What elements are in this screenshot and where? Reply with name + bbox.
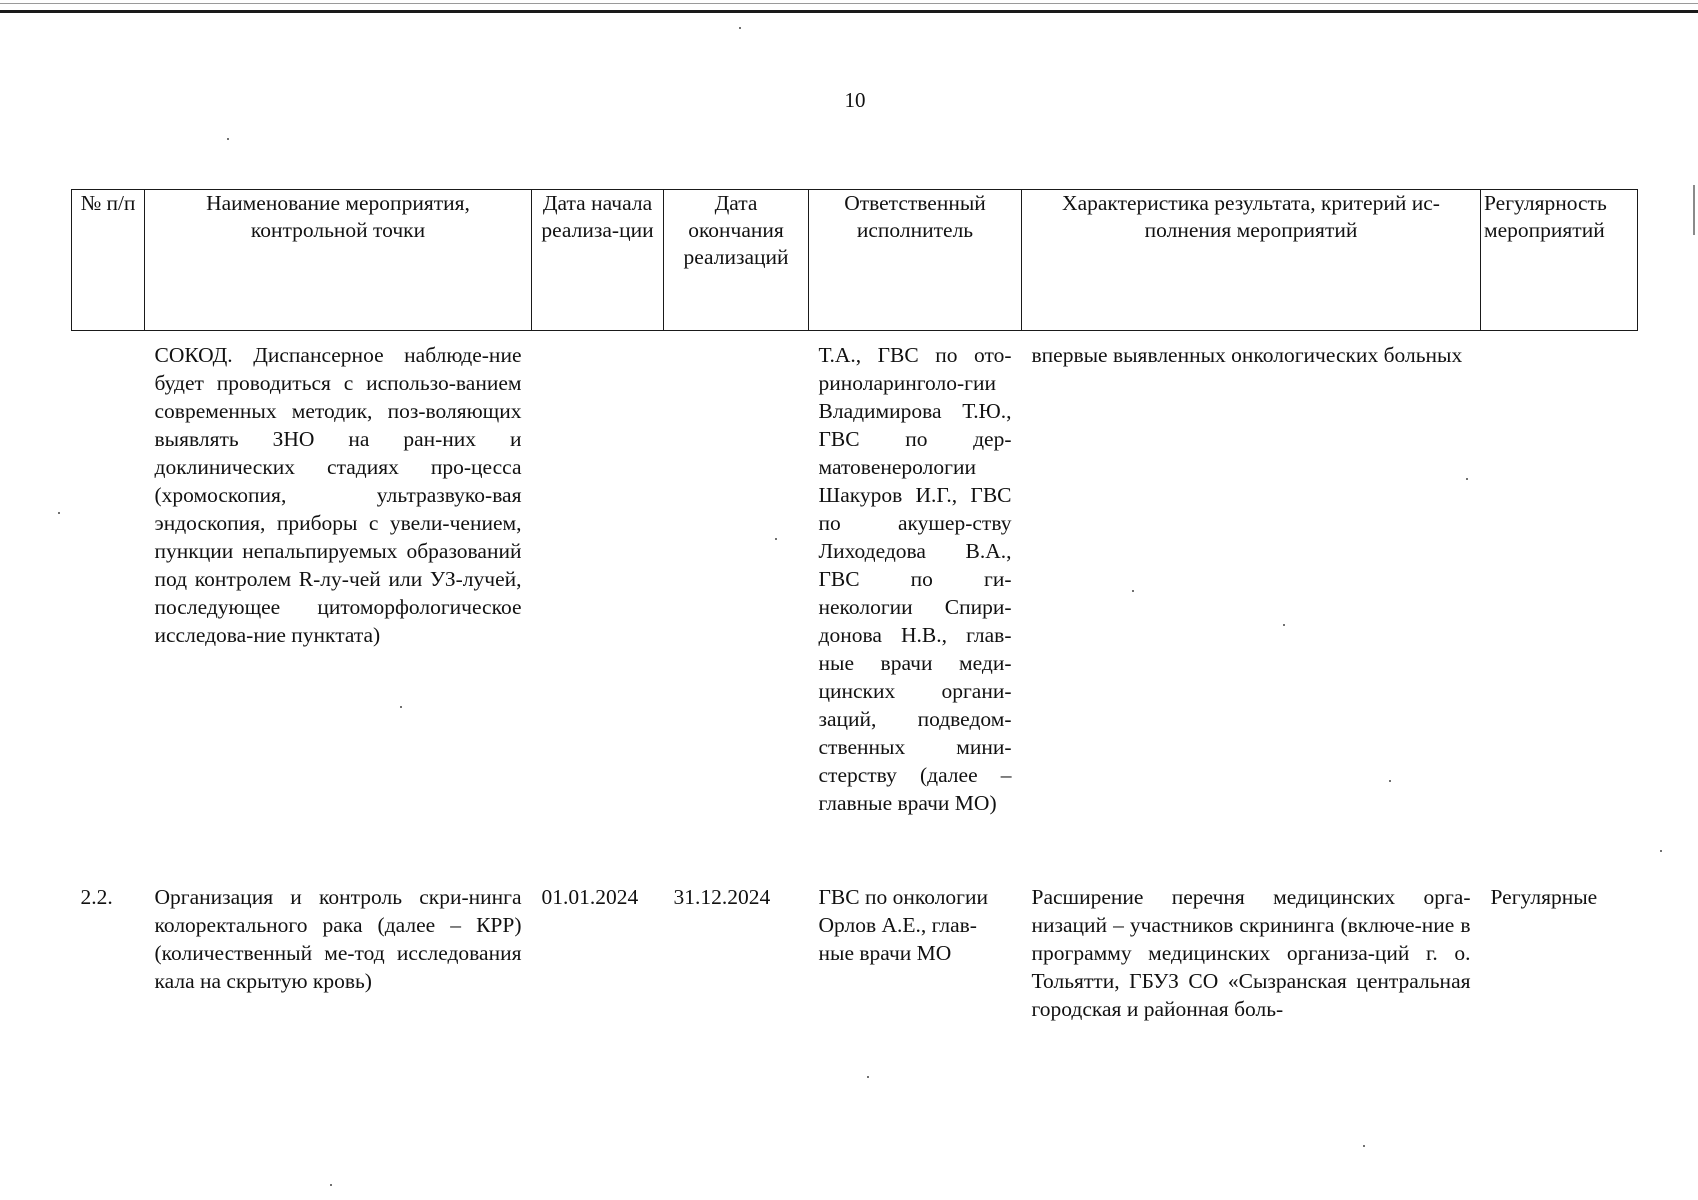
scan-speck (1660, 850, 1662, 852)
row-result: Расширение перечня медицинских орга-низаций – участников скрининга (включе-ние в программу медицинских организа-ций г. о. Тольятти, ГБУЗ СО «Сызранская центральная городская и районная боль- (1031, 885, 1471, 1021)
header-measure-name: Наименование мероприятия, контрольной точки (145, 190, 532, 331)
scan-speck (400, 706, 402, 708)
scan-speck (58, 512, 60, 514)
row-responsible: Т.А., ГВС по ото-риноларинголо-гии Владимирова Т.Ю., ГВС по дер-матовенерологии Шакуров И.Г., ГВС по акушер-ству Лиходедова В.А., ГВС по ги-некологии Спири-донова Н.В., глав-ные врачи меди-цинских органи-заций, подведом-ственных мини-стерству (далее – главные врачи МО) (818, 343, 1012, 815)
row-measure-name: СОКОД. Диспансерное наблюде-ние будет проводиться с использо-ванием современных методик, поз-воляющих выявлять ЗНО на ран-них и доклинических стадиях про-цесса (хромоскопия, ультразвуко-вая эндоскопия, приборы с увели-чением, пункции непальпируемых образований под контролем R-лу-чей или УЗ-лучей, последующее цитоморфологическое исследова-ние пунктата) (154, 343, 522, 647)
scan-speck (739, 27, 741, 29)
scan-speck (227, 138, 229, 140)
scan-speck (1283, 624, 1285, 626)
table-row (72, 873, 1638, 1023)
header-number: № п/п (72, 190, 145, 331)
row-result: впервые выявленных онкологических больных (1031, 343, 1463, 367)
header-result: Характеристика результата, критерий ис-полнения мероприятий (1022, 190, 1481, 331)
row-end-date (664, 331, 809, 874)
table-header (72, 190, 1638, 331)
scan-speck (1389, 780, 1391, 782)
header-end-date: Дата окончания реализаций (664, 190, 809, 331)
scan-edge-mark (1693, 185, 1695, 235)
scan-edge-line (0, 3, 1698, 4)
row-end-date: 31.12.2024 (673, 885, 771, 909)
row-start-date (532, 331, 664, 874)
scan-edge-border (0, 10, 1698, 13)
measures-table (71, 189, 1638, 1023)
scan-speck (330, 1184, 332, 1186)
header-regularity: Регулярность мероприятий (1481, 190, 1638, 331)
scan-speck (1466, 478, 1468, 480)
row-number (72, 331, 145, 874)
table-row (72, 331, 1638, 874)
row-responsible: ГВС по онкологии Орлов А.Е., глав-ные врачи МО (818, 885, 989, 965)
row-start-date: 01.01.2024 (541, 885, 639, 909)
row-regularity: Регулярные (1490, 885, 1598, 909)
header-responsible: Ответственный исполнитель (809, 190, 1022, 331)
scan-speck (1363, 1145, 1365, 1147)
scan-speck (867, 1076, 869, 1078)
row-regularity (1481, 331, 1638, 874)
row-number: 2.2. (80, 885, 113, 909)
scan-speck (775, 538, 777, 540)
page-number: 10 (844, 88, 866, 112)
row-measure-name: Организация и контроль скри-нинга колоректального рака (далее – КРР) (количественный ме-тод исследования кала на скрытую кровь) (154, 885, 522, 993)
scan-speck (1132, 590, 1134, 592)
header-start-date: Дата начала реализа-ции (532, 190, 664, 331)
